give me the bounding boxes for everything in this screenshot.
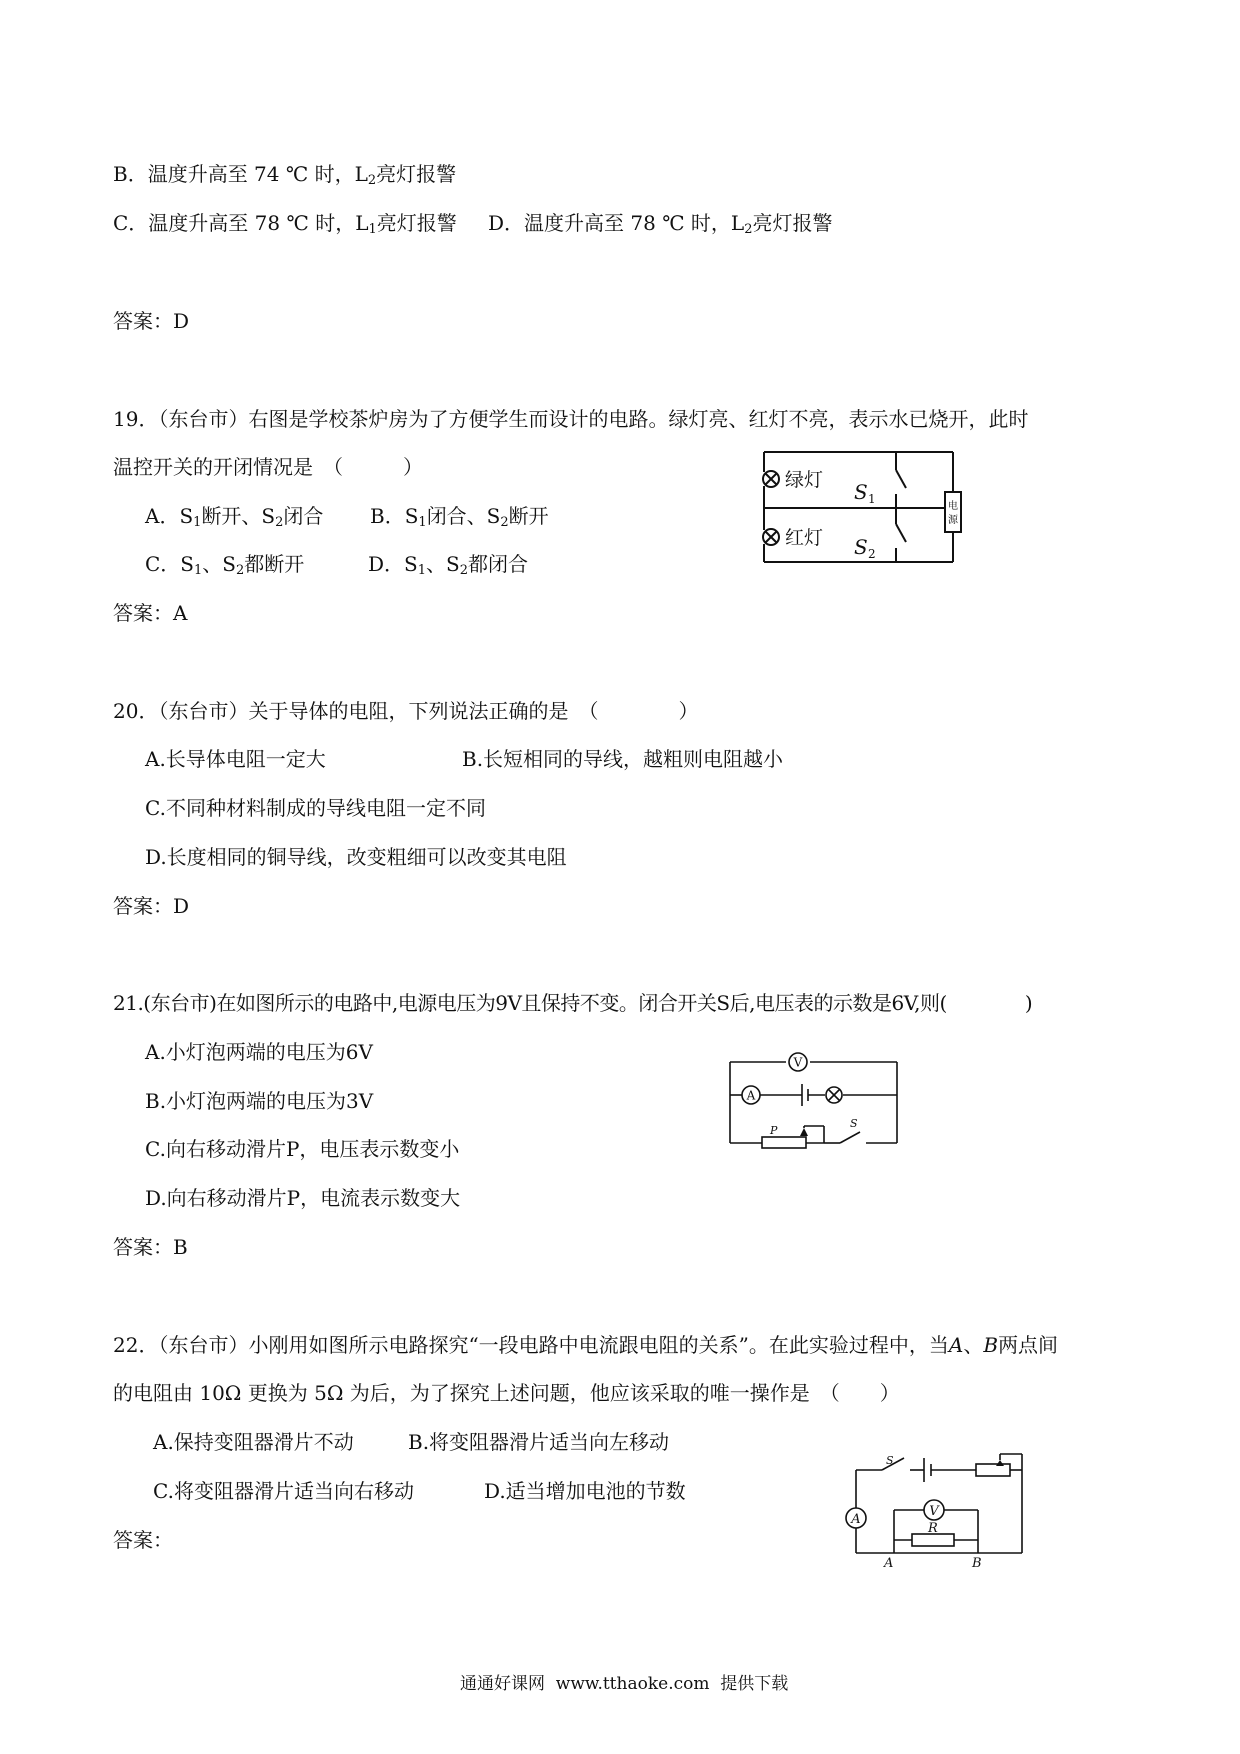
q21-option-a: A.小灯泡两端的电压为6V: [145, 1040, 373, 1064]
source-label-1: 电: [948, 501, 958, 512]
slider-p-label: P: [770, 1124, 778, 1137]
q19-answer: 答案：A: [113, 601, 188, 625]
switch-s1-subscript: 1: [868, 492, 876, 506]
q19-stem-line1: 19．（东台市）右图是学校茶炉房为了方便学生而设计的电路。绿灯亮、红灯不亮，表示水已烧开，此时: [113, 407, 1029, 431]
q19-option-a: A．$S_1$断开、$S_2$闭合: [145, 504, 324, 530]
q19-option-d: D．$S_1$、$S_2$都闭合: [368, 552, 529, 578]
q20-option-d: D.长度相同的铜导线，改变粗细可以改变其电阻: [145, 845, 567, 869]
q18-answer: 答案：D: [113, 309, 190, 333]
voltmeter-label: V: [793, 1055, 803, 1070]
q22-option-d: D.适当增加电池的节数: [484, 1479, 686, 1503]
q20-option-c: C.不同种材料制成的导线电阻一定不同: [145, 796, 486, 820]
red-lamp-icon: [763, 529, 779, 545]
q19-option-c: C．$S_1$、$S_2$都断开: [145, 552, 305, 578]
voltmeter-label: V: [929, 1504, 939, 1519]
q22-stem-line2: 的电阻由 10Ω 更换为 5Ω 为后，为了探究上述问题，他应该采取的唯一操作是 （ ）: [113, 1381, 900, 1405]
green-lamp-label: 绿灯: [785, 469, 824, 491]
power-source-icon: [945, 492, 961, 532]
q20-answer: 答案：D: [113, 894, 190, 918]
point-b-label: B: [972, 1556, 982, 1570]
q22-stem-line1: 22．（东台市）小刚用如图所示电路探究“一段电路中电流跟电阻的关系”。在此实验过程中，当A、B两点间: [113, 1333, 1059, 1357]
q18-option-d: D．温度升高至 78 ℃ 时，$L_2$亮灯报警: [488, 211, 833, 237]
voltmeter-icon: [789, 1053, 807, 1071]
q22-option-a: A.保持变阻器滑片不动: [153, 1430, 354, 1454]
ammeter-label: A: [746, 1088, 756, 1103]
q20-stem: 20．（东台市）关于导体的电阻，下列说法正确的是 （ ）: [113, 699, 699, 723]
ammeter-icon: [742, 1086, 760, 1104]
q19-circuit-figure: [758, 446, 970, 568]
voltmeter-icon: [924, 1500, 944, 1520]
q21-option-d: D.向右移动滑片P，电流表示数变大: [145, 1186, 461, 1210]
switch-s-label: S: [886, 1454, 894, 1467]
green-lamp-icon: [763, 471, 779, 487]
q21-circuit-figure: [722, 1048, 904, 1150]
slider-arrow-icon: [996, 1460, 1004, 1466]
q22-option-c: C.将变阻器滑片适当向右移动: [153, 1479, 414, 1503]
q19-stem-line2: 温控开关的开闭情况是 （ ）: [113, 455, 423, 479]
q22-answer: 答案：: [113, 1528, 173, 1552]
q19-option-b: B．$S_1$闭合、$S_2$断开: [370, 504, 549, 530]
q18-option-b: B．温度升高至 74 ℃ 时，$L_2$亮灯报警: [113, 162, 457, 188]
q20-option-b: B.长短相同的导线，越粗则电阻越小: [462, 747, 784, 771]
q21-answer: 答案：B: [113, 1235, 188, 1259]
switch-s1-label: S: [854, 480, 868, 504]
rheostat-icon: [762, 1137, 806, 1148]
rheostat-icon: [976, 1464, 1010, 1476]
q18-option-c: C．温度升高至 78 ℃ 时，$L_1$亮灯报警: [113, 211, 457, 237]
ammeter-label: A: [851, 1512, 861, 1527]
page-footer: 通通好课网 www.tthaoke.com 提供下载: [460, 1674, 789, 1694]
source-label-2: 源: [948, 515, 958, 526]
switch-s2-subscript: 2: [868, 547, 876, 561]
q21-option-c: C.向右移动滑片P，电压表示数变小: [145, 1137, 460, 1161]
red-lamp-label: 红灯: [785, 527, 824, 549]
q22-option-b: B.将变阻器滑片适当向左移动: [408, 1430, 670, 1454]
switch-s-label: S: [850, 1117, 858, 1130]
switch-s2-label: S: [854, 535, 868, 559]
point-a-label: A: [884, 1556, 894, 1570]
q21-stem: 21.(东台市)在如图所示的电路中,电源电压为9V且保持不变。闭合开关S后,电压表的示数是6V,则( ): [113, 991, 1033, 1015]
slider-arrow-icon: [800, 1128, 808, 1136]
q21-option-b: B.小灯泡两端的电压为3V: [145, 1089, 374, 1113]
ammeter-icon: [846, 1508, 866, 1528]
q20-option-a: A.长导体电阻一定大: [145, 747, 326, 771]
q22-circuit-figure: [842, 1448, 1032, 1570]
resistor-label: R: [928, 1521, 938, 1536]
lamp-icon: [826, 1087, 842, 1103]
